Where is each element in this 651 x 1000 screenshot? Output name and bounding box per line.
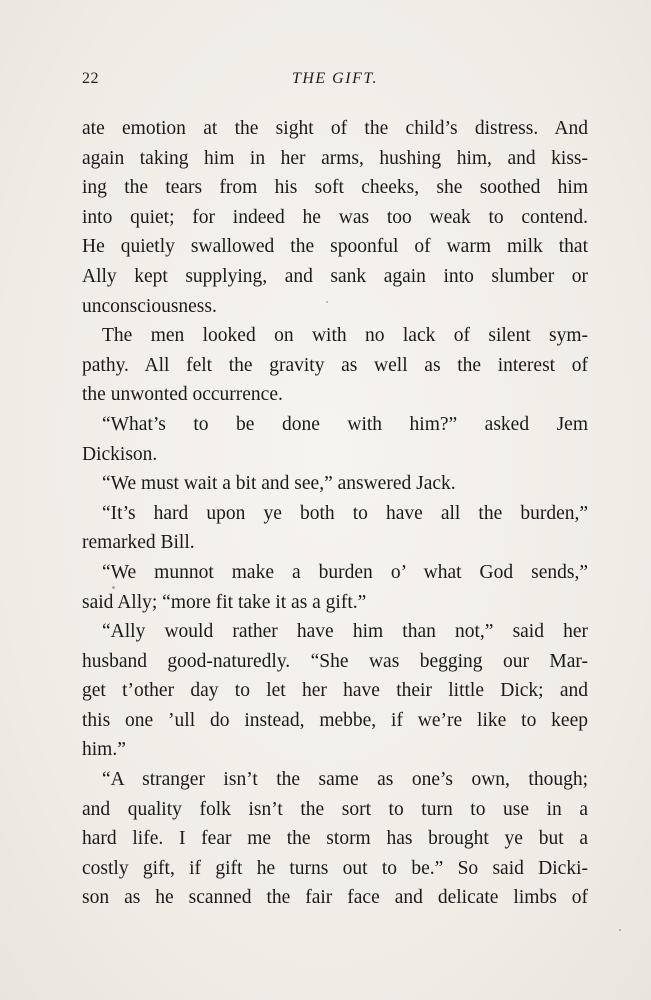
text-line: ing the tears from his soft cheeks, she soothed him [82,177,588,199]
text-line: hard life. I fear me the storm has brought ye but a [82,828,588,850]
text-line: remarked Bill. [82,532,195,554]
text-line: unconsciousness. [82,295,217,317]
text-line: this one ’ull do instead, mebbe, if we’re like to keep [82,709,588,731]
text-line: again taking him in her arms, hushing him, and kiss- [82,147,588,169]
text-line: husband good-naturedly. “She was begging our Mar- [82,650,588,672]
text-line: costly gift, if gift he turns out to be.” So said Dicki- [82,857,588,879]
page-header [82,70,588,94]
text-line: into quiet; for indeed he was too weak to contend. [82,206,588,228]
text-line: ate emotion at the sight of the child’s distress. And [82,118,588,139]
text-line: him.” [82,739,126,761]
body-text [82,114,588,913]
text-line: “A stranger isn’t the same as one’s own, though; [102,769,588,791]
text-line: “We munnot make a burden o’ what God sends,” [102,561,588,583]
text-line: “Ally would rather have him than not,” said her [102,621,588,643]
text-line: Ally kept supplying, and sank again into slumber or [82,265,588,287]
text-line: Dickison. [82,443,158,465]
text-line: “It’s hard upon ye both to have all the burden,” [102,502,588,524]
page-number: 22 [82,70,99,87]
text-line: the unwonted occurrence. [82,384,283,406]
text-line: “We must wait a bit and see,” answered Jack. [102,473,456,495]
paper-speck [112,586,115,589]
text-line: and quality folk isn’t the sort to turn to use in a [82,798,588,820]
text-line: The men looked on with no lack of silent sym- [102,325,588,347]
running-title: THE GIFT. [291,70,379,87]
text-line: “What’s to be done with him?” asked Jem [102,413,588,435]
text-line: He quietly swallowed the spoonful of warm milk that [82,236,588,258]
text-line: said Ally; “more fit take it as a gift.” [82,591,367,613]
paper-speck [619,929,621,931]
paper-speck [326,301,328,303]
text-line: get t’other day to let her have their little Dick; and [82,680,588,702]
text-line: son as he scanned the fair face and delicate limbs of [82,887,588,909]
text-line: pathy. All felt the gravity as well as the interest of [82,354,588,376]
